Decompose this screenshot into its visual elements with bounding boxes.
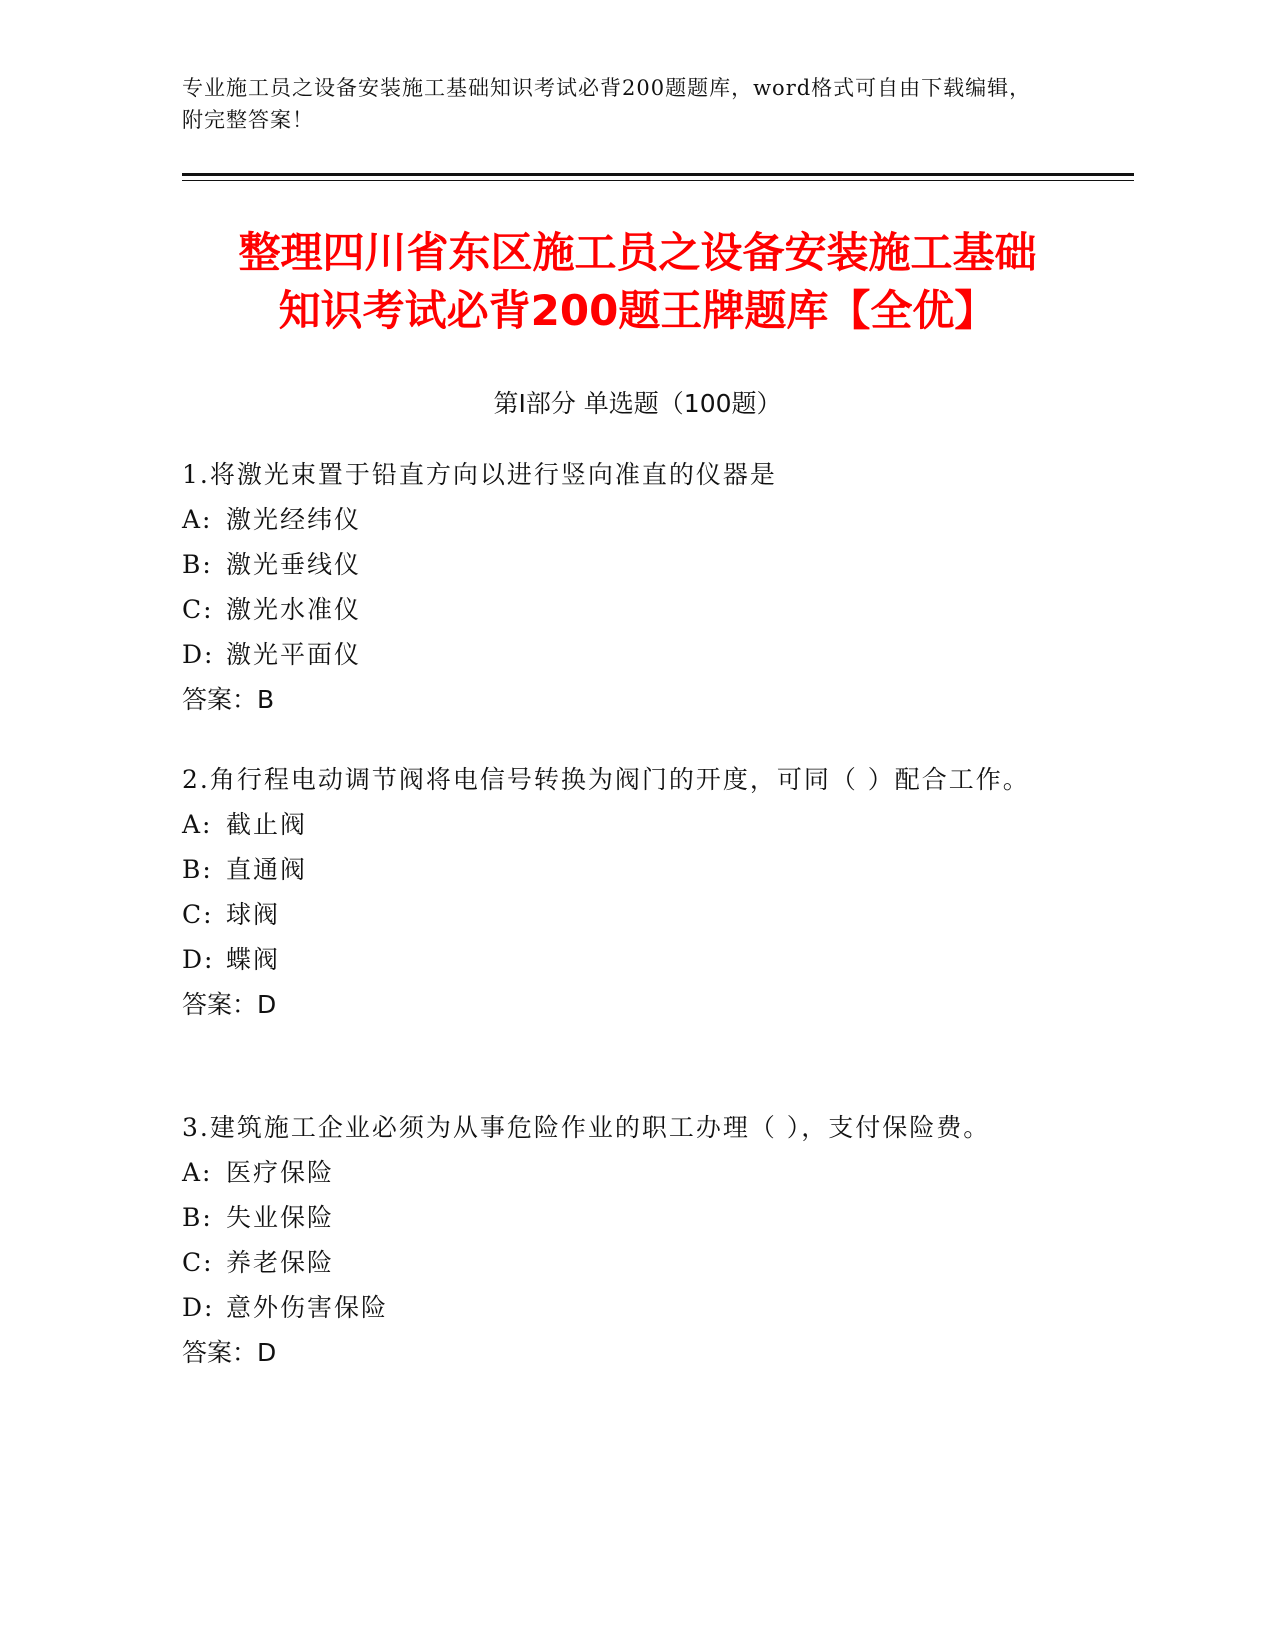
header-rule-thick: [182, 173, 1134, 176]
option-d: [182, 937, 1062, 982]
option-text: 蝶阀: [226, 945, 281, 974]
option-letter: A:: [182, 1158, 213, 1187]
option-d: [182, 632, 1062, 677]
option-b: [182, 847, 1062, 892]
answer-value: B: [257, 685, 275, 714]
option-b: [182, 1195, 1062, 1240]
option-text: 直通阀: [226, 855, 308, 884]
option-letter: D:: [182, 945, 215, 974]
option-a: [182, 1150, 1062, 1195]
option-letter: A:: [182, 505, 213, 534]
option-letter: D:: [182, 1293, 215, 1322]
answer-label: 答案：: [182, 685, 258, 714]
option-b: [182, 542, 1062, 587]
answer-label: 答案：: [182, 990, 258, 1019]
option-letter: D:: [182, 640, 215, 669]
header-note: 专业施工员之设备安装施工基础知识考试必背200题题库，word格式可自由下载编辑，附完整答案！: [182, 76, 1032, 132]
answer-line: [182, 982, 1062, 1027]
question-stem: 2.角行程电动调节阀将电信号转换为阀门的开度，可同（ ）配合工作。: [182, 765, 1030, 794]
option-letter: B:: [182, 855, 213, 884]
option-c: [182, 1240, 1062, 1285]
header-rule-thin: [182, 180, 1134, 181]
option-text: 球阀: [226, 900, 281, 929]
option-text: 失业保险: [226, 1203, 335, 1232]
option-text: 医疗保险: [226, 1158, 335, 1187]
answer-value: D: [257, 1338, 277, 1367]
option-text: 激光平面仪: [226, 640, 362, 669]
document-title-line-1: 整理四川省东区施工员之设备安装施工基础: [238, 228, 1037, 277]
question-2: [182, 757, 1062, 1027]
option-c: [182, 587, 1062, 632]
option-c: [182, 892, 1062, 937]
option-letter: C:: [182, 595, 214, 624]
option-text: 意外伤害保险: [226, 1293, 389, 1322]
option-letter: A:: [182, 810, 213, 839]
option-letter: C:: [182, 900, 214, 929]
section-title: 第I部分 单选题（100题）: [493, 389, 782, 418]
document-title-line-2: 知识考试必背200题王牌题库【全优】: [278, 286, 997, 335]
option-a: [182, 497, 1062, 542]
question-1: [182, 452, 1062, 722]
answer-value: D: [257, 990, 277, 1019]
option-letter: B:: [182, 550, 213, 579]
option-text: 激光经纬仪: [226, 505, 362, 534]
question-stem: 1.将激光束置于铅直方向以进行竖向准直的仪器是: [182, 460, 777, 489]
question-stem: 3.建筑施工企业必须为从事危险作业的职工办理（ ），支付保险费。: [182, 1113, 991, 1142]
option-text: 激光水准仪: [226, 595, 362, 624]
option-text: 激光垂线仪: [226, 550, 362, 579]
option-a: [182, 802, 1062, 847]
option-text: 截止阀: [226, 810, 308, 839]
document-title: [150, 224, 1125, 340]
option-d: [182, 1285, 1062, 1330]
option-letter: C:: [182, 1248, 214, 1277]
answer-line: [182, 1330, 1062, 1375]
answer-line: [182, 677, 1062, 722]
option-letter: B:: [182, 1203, 213, 1232]
answer-label: 答案：: [182, 1338, 258, 1367]
option-text: 养老保险: [226, 1248, 335, 1277]
question-3: [182, 1105, 1062, 1375]
